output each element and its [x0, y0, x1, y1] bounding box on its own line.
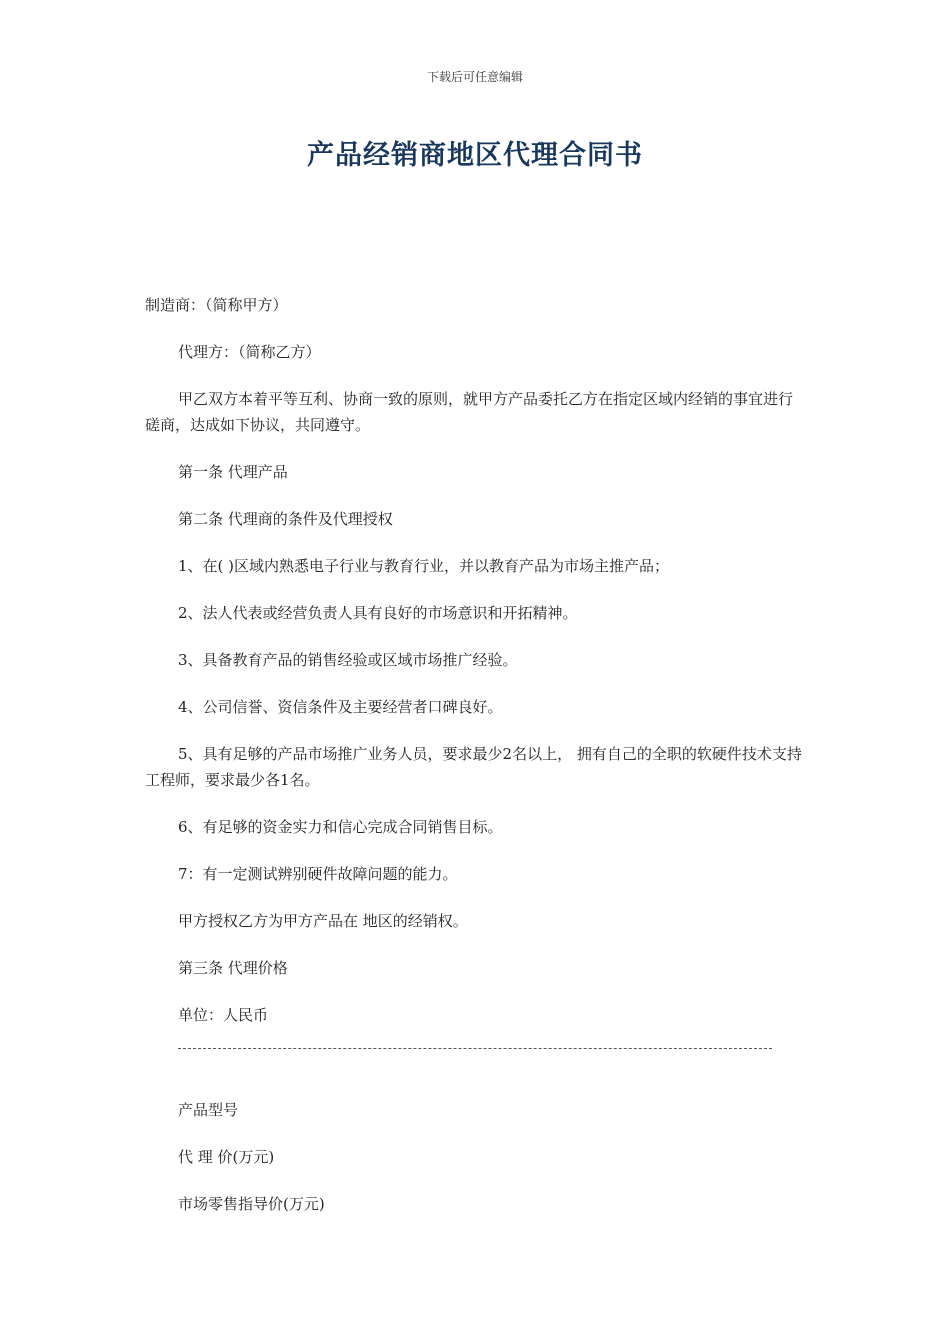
condition-item-7: 7：有一定测试辨别硬件故障问题的能力。: [178, 865, 458, 883]
product-model-label: 产品型号: [178, 1101, 239, 1119]
article-3-heading: 第三条 代理价格: [178, 959, 288, 977]
condition-item-2: 2、法人代表或经营负责人具有良好的市场意识和开拓精神。: [178, 604, 578, 622]
article-2-heading: 第二条 代理商的条件及代理授权: [178, 510, 393, 528]
retail-price-label: 市场零售指导价(万元): [178, 1195, 325, 1213]
condition-item-1: 1、在( )区域内熟悉电子行业与教育行业，并以教育产品为市场主推产品；: [178, 557, 670, 575]
article-1-heading: 第一条 代理产品: [178, 463, 288, 481]
paragraph-preamble: 甲乙双方本着平等互利、协商一致的原则，就甲方产品委托乙方在指定区域内经销的事宜进行磋商，达成如下协议，共同遵守。: [145, 390, 794, 434]
price-unit-label: 单位：人民币: [178, 1006, 269, 1024]
condition-item-3: 3、具备教育产品的销售经验或区域市场推广经验。: [178, 651, 518, 669]
condition-item-6: 6、有足够的资金实力和信心完成合同销售目标。: [178, 818, 503, 836]
paragraph-agent: 代理方：（简称乙方）: [178, 343, 321, 361]
authorization-statement: 甲方授权乙方为甲方产品在 地区的经销权。: [178, 912, 468, 930]
document-title: 产品经销商地区代理合同书: [307, 140, 643, 171]
header-note: 下载后可任意编辑: [426, 70, 523, 84]
paragraph-manufacturer: 制造商：（简称甲方）: [145, 296, 288, 314]
agent-price-label: 代 理 价(万元): [178, 1148, 275, 1166]
condition-item-5: 5、具有足够的产品市场推广业务人员，要求最少2名以上， 拥有自己的全职的软硬件技术支持工程师，要求最少各1名。: [145, 745, 802, 789]
condition-item-4: 4、公司信誉、资信条件及主要经营者口碑良好。: [178, 698, 503, 716]
dashed-separator: [178, 1048, 772, 1049]
